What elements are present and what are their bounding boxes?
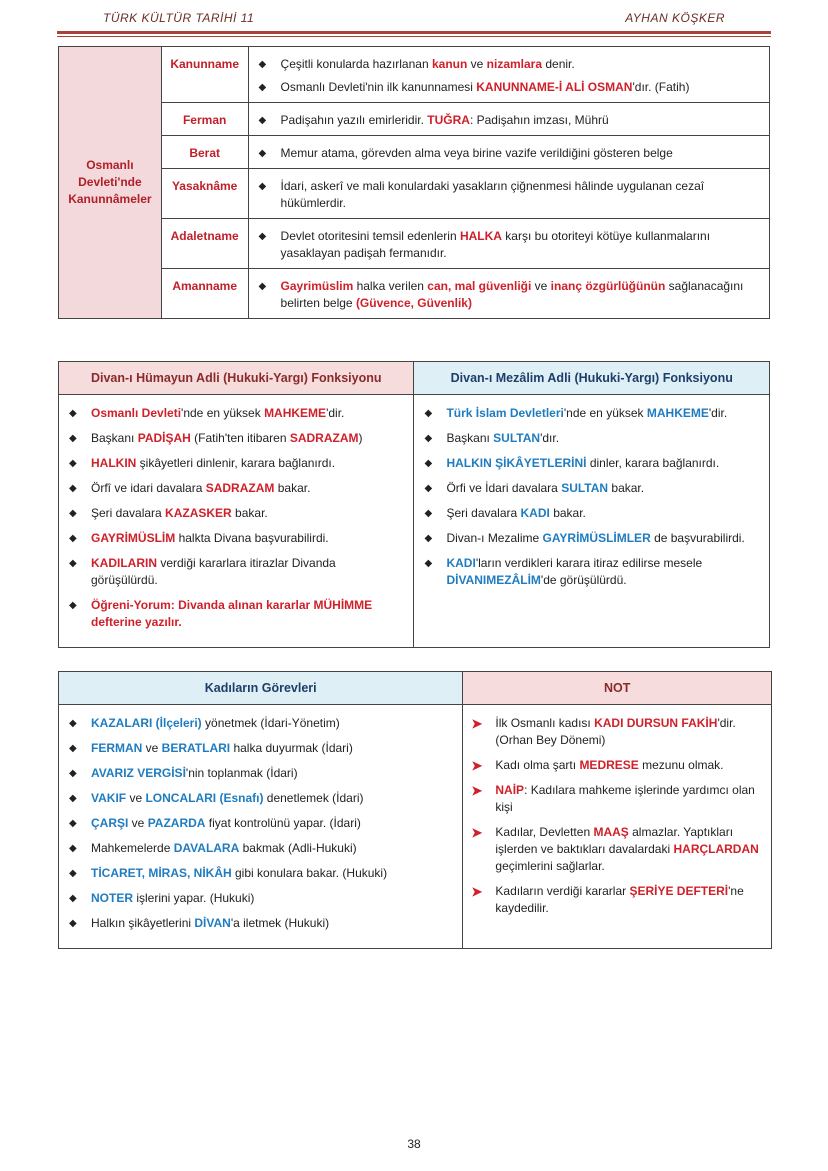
diamond-bullet-icon: ◆ bbox=[258, 148, 267, 159]
arrow-bullet-icon: ➤ bbox=[471, 884, 483, 899]
text-run: ve bbox=[126, 791, 146, 805]
text-run: Divan-ı Mezalime bbox=[446, 531, 543, 545]
text-run: karşı bu otoriteyi kötüye kullanmalarını yasaklayan padişah fermanıdır. bbox=[280, 229, 711, 260]
text-run: ve bbox=[531, 279, 551, 293]
text-run: Padişahın yazılı emirleridir. bbox=[280, 113, 428, 127]
text-run: (Fatih'ten itibaren bbox=[190, 431, 290, 445]
list-item bbox=[471, 757, 763, 774]
text-run: halkta Divana başvurabilirdi. bbox=[175, 531, 329, 545]
text-run: PAZARDA bbox=[147, 816, 206, 830]
document-type-name: Adaletname bbox=[161, 219, 248, 269]
list-item bbox=[67, 715, 454, 732]
diamond-bullet-icon: ◆ bbox=[424, 433, 433, 444]
text-run: bakmak (Adli-Hukuki) bbox=[239, 841, 357, 855]
text-run: VAKIF bbox=[91, 791, 127, 805]
text-run: kanun bbox=[431, 57, 468, 71]
text-run: DİVAN bbox=[194, 916, 231, 930]
diamond-bullet-icon: ◆ bbox=[69, 600, 77, 611]
text-run: halka duyurmak (İdari) bbox=[230, 741, 353, 755]
text-run: : Padişahın imzası, Mührü bbox=[469, 113, 609, 127]
text-run: gibi konulara bakar. (Hukuki) bbox=[231, 866, 388, 880]
text-run: AVARIZ VERGİSİ bbox=[91, 766, 186, 780]
text-run: Şeri davalara bbox=[91, 506, 166, 520]
list-item bbox=[67, 430, 405, 447]
list-item bbox=[422, 405, 761, 422]
diamond-bullet-icon: ◆ bbox=[258, 231, 267, 242]
table-row bbox=[59, 47, 770, 103]
list-item bbox=[257, 79, 761, 96]
diamond-bullet-icon: ◆ bbox=[424, 483, 433, 494]
diamond-bullet-icon: ◆ bbox=[424, 508, 433, 519]
diamond-bullet-icon: ◆ bbox=[69, 718, 77, 729]
text-run: DİVANIMEZÂLİM bbox=[446, 573, 541, 587]
text-run: KAZASKER bbox=[165, 506, 232, 520]
text-run: bakar. bbox=[608, 481, 645, 495]
diamond-bullet-icon: ◆ bbox=[69, 483, 77, 494]
text-run: KADILARIN bbox=[91, 556, 157, 570]
text-run: 'ne kaydedilir. bbox=[495, 884, 744, 915]
text-run: ve bbox=[467, 57, 487, 71]
divan-mezalim-list bbox=[414, 395, 770, 648]
header-author: AYHAN KÖŞKER bbox=[625, 11, 725, 25]
list-item bbox=[67, 890, 454, 907]
list-item bbox=[471, 883, 763, 917]
list-item bbox=[67, 530, 405, 547]
text-run: ŞERİYE DEFTERİ bbox=[629, 884, 729, 898]
text-run: HALKIN bbox=[91, 456, 137, 470]
document-type-description bbox=[248, 219, 769, 269]
text-run: DAVALARA bbox=[173, 841, 240, 855]
page-number: 38 bbox=[407, 1137, 421, 1151]
text-run: 'a iletmek (Hukuki) bbox=[230, 916, 330, 930]
text-run: 'dir. (Orhan Bey Dönemi) bbox=[495, 716, 736, 747]
text-run: 'dir. bbox=[708, 406, 728, 420]
text-run: SADRAZAM bbox=[289, 431, 359, 445]
text-run: ve bbox=[128, 816, 148, 830]
kadilar-list bbox=[59, 705, 463, 949]
kadilar-heading: Kadıların Görevleri bbox=[59, 672, 463, 705]
text-run: Örfî ve idari davalara bbox=[91, 481, 206, 495]
header-rule bbox=[57, 31, 771, 34]
table-row bbox=[59, 169, 770, 219]
list-item bbox=[67, 505, 405, 522]
list-item bbox=[257, 112, 761, 129]
text-run: işlerini yapar. (Hukuki) bbox=[133, 891, 255, 905]
arrow-bullet-icon: ➤ bbox=[471, 783, 483, 798]
text-run: MAAŞ bbox=[593, 825, 629, 839]
list-item bbox=[67, 740, 454, 757]
document-type-name: Kanunname bbox=[161, 47, 248, 103]
list-item bbox=[67, 815, 454, 832]
diamond-bullet-icon: ◆ bbox=[69, 433, 77, 444]
diamond-bullet-icon: ◆ bbox=[258, 115, 267, 126]
text-run: almazlar. Yaptıkları işlerden ve baktıkları davalardaki bbox=[495, 825, 734, 856]
text-run: ÇARŞI bbox=[91, 816, 129, 830]
list-item bbox=[257, 56, 761, 73]
kanunname-table bbox=[58, 46, 770, 319]
text-run: sağlanacağını belirten belge bbox=[280, 279, 744, 310]
list-item bbox=[257, 178, 761, 212]
text-run: Kadılar, Devletten bbox=[495, 825, 594, 839]
list-item bbox=[471, 715, 763, 749]
text-run: HALKA bbox=[459, 229, 502, 243]
text-run: KADI DURSUN FAKİH bbox=[594, 716, 718, 730]
text-run: bakar. bbox=[231, 506, 268, 520]
document-type-description bbox=[248, 269, 769, 319]
text-run: Başkanı bbox=[446, 431, 494, 445]
table-row bbox=[59, 219, 770, 269]
document-type-description bbox=[248, 136, 769, 169]
text-run: nizamlara bbox=[486, 57, 543, 71]
list-item bbox=[422, 530, 761, 547]
text-run: MAHKEME bbox=[646, 406, 709, 420]
text-run: Halkın şikâyetlerini bbox=[91, 916, 195, 930]
diamond-bullet-icon: ◆ bbox=[424, 408, 433, 419]
table-row bbox=[59, 103, 770, 136]
list-item bbox=[422, 455, 761, 472]
diamond-bullet-icon: ◆ bbox=[69, 868, 77, 879]
text-run: Kadı olma şartı bbox=[495, 758, 580, 772]
diamond-bullet-icon: ◆ bbox=[69, 768, 77, 779]
document-type-name: Amanname bbox=[161, 269, 248, 319]
text-run: İdari, askerî ve mali konulardaki yasakların çiğnenmesi hâlinde uygulanan cezaî hükümlerdir. bbox=[280, 179, 705, 210]
text-run: Başkanı bbox=[91, 431, 138, 445]
text-run: Gayrimüslim bbox=[280, 279, 354, 293]
text-run: can, mal güvenliği bbox=[427, 279, 532, 293]
list-item bbox=[67, 865, 454, 882]
text-run: Öğreni-Yorum: Divanda alınan kararlar MÜHİMME defterine yazılır. bbox=[91, 598, 373, 629]
text-run: Osmanlı Devleti'nin ilk kanunnamesi bbox=[280, 80, 477, 94]
text-run: Osmanlı Devleti bbox=[91, 406, 182, 420]
list-item bbox=[67, 597, 405, 631]
text-run: halka verilen bbox=[353, 279, 428, 293]
diamond-bullet-icon: ◆ bbox=[69, 843, 77, 854]
not-heading: NOT bbox=[463, 672, 772, 705]
text-run: fiyat kontrolünü yapar. (İdari) bbox=[205, 816, 361, 830]
list-item bbox=[422, 555, 761, 589]
list-item bbox=[422, 480, 761, 497]
divan-humayun-heading: Divan-ı Hümayun Adli (Hukuki-Yargı) Fonksiyonu bbox=[59, 362, 414, 395]
text-run: SADRAZAM bbox=[205, 481, 275, 495]
list-item bbox=[67, 840, 454, 857]
divan-humayun-list bbox=[59, 395, 414, 648]
list-item bbox=[471, 782, 763, 816]
text-run: Örfi ve İdari davalara bbox=[446, 481, 562, 495]
text-run: dinler, karara bağlanırdı. bbox=[586, 456, 720, 470]
text-run: denir. bbox=[542, 57, 575, 71]
text-run: İlk Osmanlı kadısı bbox=[495, 716, 595, 730]
diamond-bullet-icon: ◆ bbox=[69, 408, 77, 419]
text-run: NAİP bbox=[495, 783, 525, 797]
text-run: Memur atama, görevden alma veya birine vazife verildiğini gösteren belge bbox=[280, 146, 673, 160]
text-run: bakar. bbox=[549, 506, 586, 520]
list-item bbox=[67, 765, 454, 782]
text-run: MEDRESE bbox=[579, 758, 639, 772]
text-run: şikâyetleri dinlenir, karara bağlanırdı. bbox=[136, 456, 336, 470]
header-rule-thin bbox=[57, 36, 771, 37]
diamond-bullet-icon: ◆ bbox=[424, 533, 433, 544]
table-row bbox=[59, 136, 770, 169]
text-run: verdiği kararlara itirazlar Divanda görüşülürdü. bbox=[91, 556, 336, 587]
text-run: ve bbox=[142, 741, 162, 755]
kadilar-table bbox=[58, 671, 772, 949]
text-run: 'nde en yüksek bbox=[563, 406, 647, 420]
text-run: TUĞRA bbox=[427, 113, 470, 127]
diamond-bullet-icon: ◆ bbox=[258, 59, 267, 70]
text-run: inanç özgürlüğünün bbox=[550, 279, 666, 293]
text-run: 'nde en yüksek bbox=[181, 406, 265, 420]
diamond-bullet-icon: ◆ bbox=[69, 508, 77, 519]
text-run: FERMAN bbox=[91, 741, 143, 755]
list-item bbox=[67, 915, 454, 932]
list-item bbox=[422, 505, 761, 522]
diamond-bullet-icon: ◆ bbox=[424, 458, 433, 469]
text-run: 'dır. bbox=[540, 431, 560, 445]
list-item bbox=[67, 405, 405, 422]
text-run: Kadıların verdiği kararlar bbox=[495, 884, 630, 898]
text-run: KADI bbox=[520, 506, 550, 520]
text-run: BERATLARI bbox=[161, 741, 231, 755]
diamond-bullet-icon: ◆ bbox=[258, 82, 267, 93]
list-item bbox=[67, 555, 405, 589]
arrow-bullet-icon: ➤ bbox=[471, 758, 483, 773]
text-run: Çeşitli konularda hazırlanan bbox=[280, 57, 432, 71]
diamond-bullet-icon: ◆ bbox=[69, 458, 77, 469]
text-run: TİCARET, MİRAS, NİKÂH bbox=[91, 866, 232, 880]
diamond-bullet-icon: ◆ bbox=[69, 743, 77, 754]
text-run: KAZALARI (İlçeleri) bbox=[91, 716, 202, 730]
diamond-bullet-icon: ◆ bbox=[69, 918, 77, 929]
diamond-bullet-icon: ◆ bbox=[69, 533, 77, 544]
table-row bbox=[59, 269, 770, 319]
text-run: de başvurabilirdi. bbox=[650, 531, 745, 545]
document-type-description bbox=[248, 103, 769, 136]
text-run: mezunu olmak. bbox=[638, 758, 724, 772]
text-run: SULTAN bbox=[493, 431, 541, 445]
diamond-bullet-icon: ◆ bbox=[69, 793, 77, 804]
text-run: SULTAN bbox=[561, 481, 609, 495]
list-item bbox=[67, 455, 405, 472]
text-run: : Kadılara mahkeme işlerinde yardımcı olan kişi bbox=[495, 783, 755, 814]
text-run: HARÇLARDAN bbox=[673, 842, 759, 856]
document-type-description bbox=[248, 169, 769, 219]
diamond-bullet-icon: ◆ bbox=[258, 181, 267, 192]
text-run: LONCALARI (Esnafı) bbox=[145, 791, 264, 805]
list-item bbox=[257, 145, 761, 162]
text-run: 'ların verdikleri karara itiraz edilirse mesele bbox=[475, 556, 703, 570]
document-type-name: Berat bbox=[161, 136, 248, 169]
diamond-bullet-icon: ◆ bbox=[69, 893, 77, 904]
text-run: geçimlerini sağlarlar. bbox=[495, 859, 605, 873]
header-book-title: TÜRK KÜLTÜR TARİHİ 11 bbox=[103, 11, 255, 25]
list-item bbox=[67, 790, 454, 807]
arrow-bullet-icon: ➤ bbox=[471, 716, 483, 731]
text-run: NOTER bbox=[91, 891, 133, 905]
text-run: 'de görüşülürdü. bbox=[540, 573, 627, 587]
diamond-bullet-icon: ◆ bbox=[69, 818, 77, 829]
text-run: Devlet otoritesini temsil edenlerin bbox=[280, 229, 460, 243]
text-run: KADI bbox=[446, 556, 476, 570]
text-run: GAYRİMÜSLİMLER bbox=[542, 531, 651, 545]
text-run: 'nin toplanmak (İdari) bbox=[185, 766, 298, 780]
text-run: 'dır. (Fatih) bbox=[632, 80, 690, 94]
text-run: denetlemek (İdari) bbox=[263, 791, 364, 805]
text-run: KANUNNAME-İ ALİ OSMAN bbox=[476, 80, 633, 94]
list-item bbox=[257, 228, 761, 262]
document-type-name: Yasaknâme bbox=[161, 169, 248, 219]
text-run: Türk İslam Devletleri bbox=[446, 406, 564, 420]
list-item bbox=[422, 430, 761, 447]
text-run: 'dir. bbox=[326, 406, 345, 420]
text-run: yönetmek (İdari-Yönetim) bbox=[201, 716, 340, 730]
text-run: Mahkemelerde bbox=[91, 841, 174, 855]
text-run: (Güvence, Güvenlik) bbox=[355, 296, 472, 310]
list-item bbox=[67, 480, 405, 497]
diamond-bullet-icon: ◆ bbox=[424, 558, 433, 569]
text-run: bakar. bbox=[274, 481, 311, 495]
divan-mezalim-heading: Divan-ı Mezâlim Adli (Hukuki-Yargı) Fonksiyonu bbox=[414, 362, 770, 395]
diamond-bullet-icon: ◆ bbox=[69, 558, 77, 569]
document-type-description bbox=[248, 47, 769, 103]
document-type-name: Ferman bbox=[161, 103, 248, 136]
text-run: GAYRİMÜSLİM bbox=[91, 531, 176, 545]
text-run: ) bbox=[358, 431, 363, 445]
diamond-bullet-icon: ◆ bbox=[258, 281, 267, 292]
text-run: Şeri davalara bbox=[446, 506, 521, 520]
group-label: Osmanlı Devleti'nde Kanunnâmeler bbox=[59, 47, 162, 319]
not-list bbox=[463, 705, 772, 949]
list-item bbox=[471, 824, 763, 875]
arrow-bullet-icon: ➤ bbox=[471, 825, 483, 840]
divan-table bbox=[58, 361, 770, 648]
list-item bbox=[257, 278, 761, 312]
text-run: PADİŞAH bbox=[137, 431, 191, 445]
text-run: HALKIN ŞİKÂYETLERİNİ bbox=[446, 456, 587, 470]
text-run: MAHKEME bbox=[264, 406, 327, 420]
